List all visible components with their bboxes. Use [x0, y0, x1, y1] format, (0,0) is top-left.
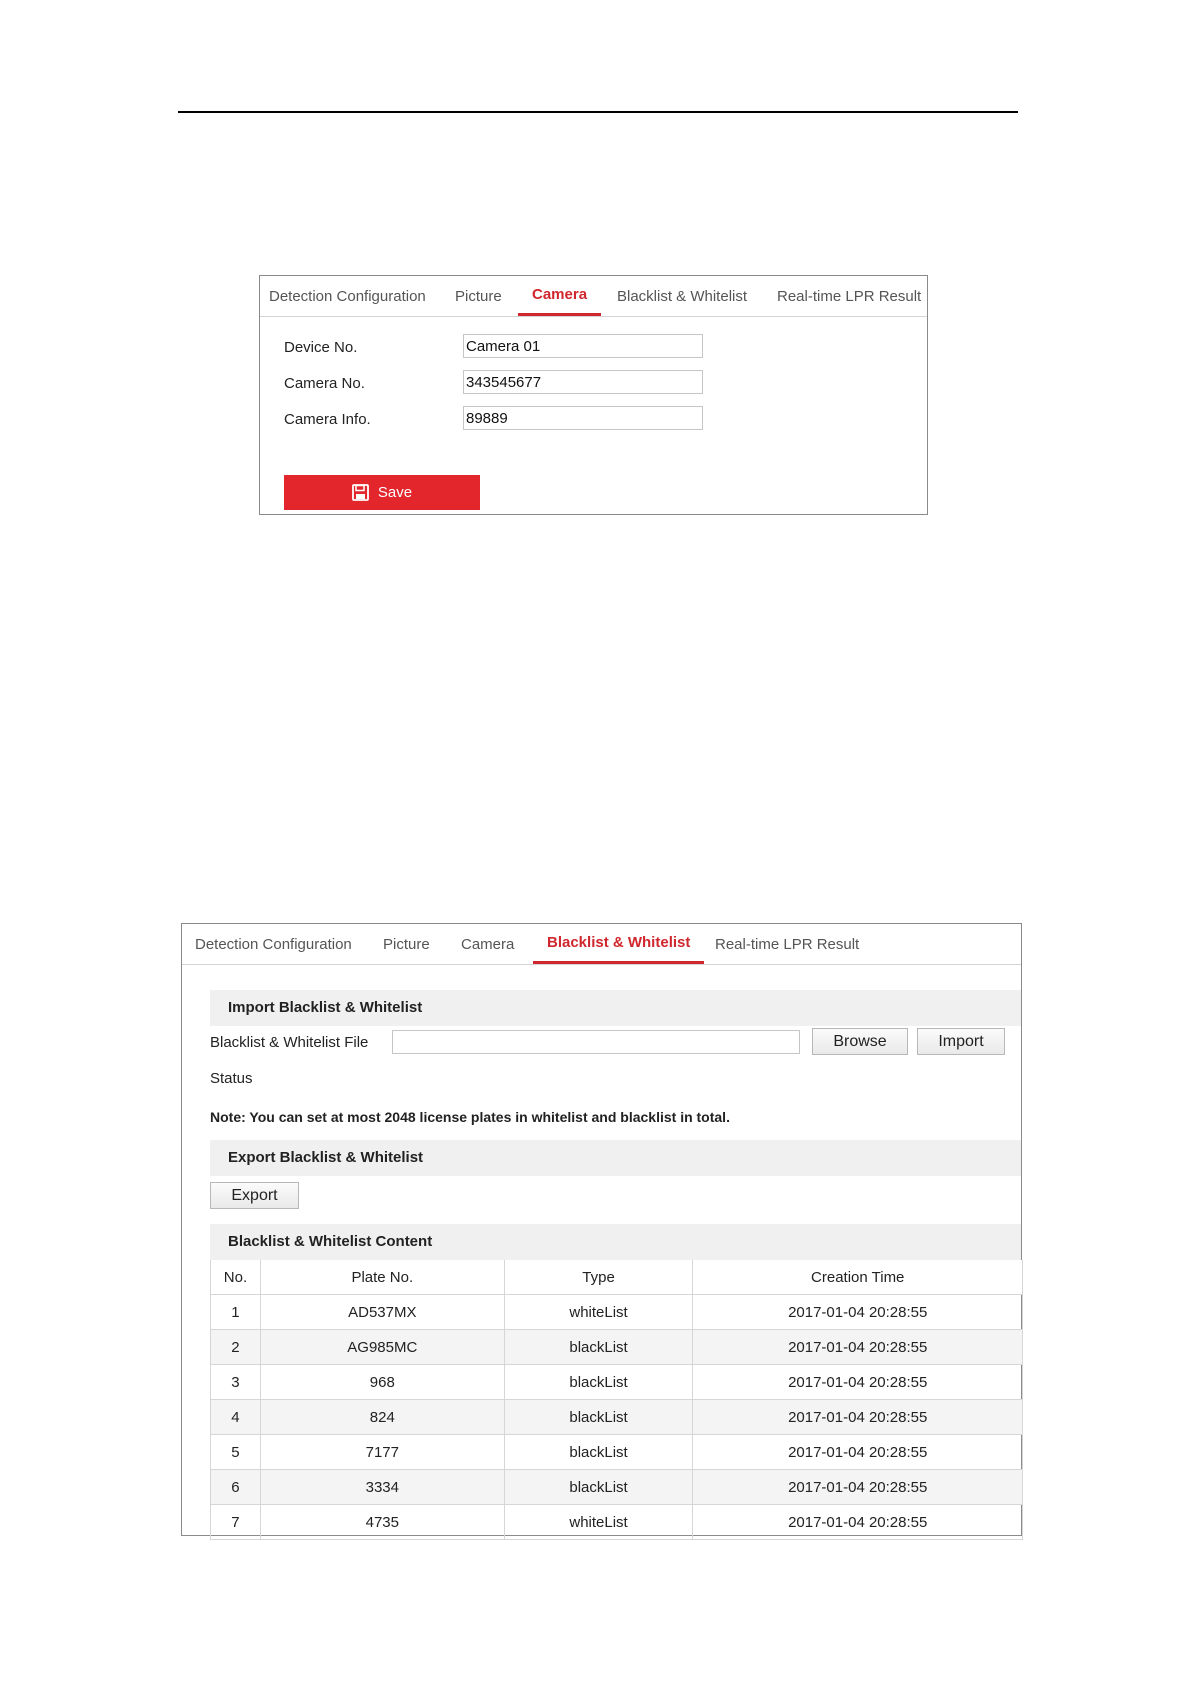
tab-bar [182, 924, 1021, 965]
camera-settings-panel [259, 275, 928, 515]
header-rule [178, 111, 1018, 113]
browse-button[interactable]: Browse [812, 1028, 908, 1055]
note-text: Note: You can set at most 2048 license plates in whitelist and blacklist in total. [210, 1109, 730, 1125]
cell-type: whiteList [504, 1505, 693, 1540]
tab-picture[interactable]: Picture [455, 288, 502, 305]
cell-plate-no: AD537MX [260, 1295, 504, 1330]
column-header-type[interactable]: Type [504, 1260, 693, 1295]
tab-detection-configuration[interactable]: Detection Configuration [269, 288, 426, 305]
tab-bar [260, 276, 927, 317]
cell-no: 5 [211, 1435, 261, 1470]
cell-plate-no: 4735 [260, 1505, 504, 1540]
tab-camera[interactable]: Camera [461, 936, 515, 953]
table-row[interactable] [211, 1470, 1023, 1505]
cell-no: 1 [211, 1295, 261, 1330]
tab-detection-configuration[interactable]: Detection Configuration [195, 936, 352, 953]
cell-creation-time: 2017-01-04 20:28:55 [693, 1435, 1023, 1470]
table-row[interactable] [211, 1505, 1023, 1540]
table-row[interactable] [211, 1365, 1023, 1400]
tab-camera[interactable]: Camera [532, 276, 587, 316]
cell-creation-time: 2017-01-04 20:28:55 [693, 1365, 1023, 1400]
save-button[interactable] [284, 475, 480, 510]
cell-type: blackList [504, 1435, 693, 1470]
camera-info-input[interactable] [463, 406, 703, 430]
cell-creation-time: 2017-01-04 20:28:55 [693, 1505, 1023, 1540]
cell-plate-no: AG985MC [260, 1330, 504, 1365]
tab-blacklist-whitelist[interactable]: Blacklist & Whitelist [617, 288, 748, 305]
cell-no: 4 [211, 1400, 261, 1435]
tab-realtime-lpr-result[interactable]: Real-time LPR Result [777, 288, 922, 305]
table-row[interactable] [211, 1295, 1023, 1330]
cell-plate-no: 824 [260, 1400, 504, 1435]
cell-plate-no: 7177 [260, 1435, 504, 1470]
cell-plate-no: 3334 [260, 1470, 504, 1505]
camera-no-label: Camera No. [284, 375, 365, 392]
cell-type: blackList [504, 1470, 693, 1505]
cell-creation-time: 2017-01-04 20:28:55 [693, 1295, 1023, 1330]
cell-type: blackList [504, 1400, 693, 1435]
camera-no-input[interactable] [463, 370, 703, 394]
table-row[interactable] [211, 1435, 1023, 1470]
blacklist-whitelist-panel [181, 923, 1022, 1536]
save-icon [352, 484, 369, 501]
status-label: Status [210, 1070, 253, 1087]
content-section-header: Blacklist & Whitelist Content [210, 1224, 1021, 1260]
device-no-label: Device No. [284, 339, 358, 356]
table-row[interactable] [211, 1330, 1023, 1365]
column-header-plate-no[interactable]: Plate No. [260, 1260, 504, 1295]
cell-plate-no: 968 [260, 1365, 504, 1400]
tab-blacklist-whitelist[interactable]: Blacklist & Whitelist [547, 924, 690, 964]
cell-creation-time: 2017-01-04 20:28:55 [693, 1400, 1023, 1435]
column-header-creation-time[interactable]: Creation Time [693, 1260, 1023, 1295]
save-button-label: Save [377, 484, 413, 501]
column-header-no[interactable]: No. [211, 1260, 261, 1295]
file-path-input[interactable] [392, 1030, 800, 1054]
cell-type: whiteList [504, 1295, 693, 1330]
tab-picture[interactable]: Picture [383, 936, 430, 953]
import-button[interactable]: Import [917, 1028, 1005, 1055]
file-label: Blacklist & Whitelist File [210, 1034, 369, 1051]
camera-info-label: Camera Info. [284, 411, 371, 428]
blacklist-whitelist-table [210, 1260, 1023, 1540]
cell-no: 2 [211, 1330, 261, 1365]
cell-no: 3 [211, 1365, 261, 1400]
device-no-input[interactable] [463, 334, 703, 358]
cell-creation-time: 2017-01-04 20:28:55 [693, 1330, 1023, 1365]
cell-type: blackList [504, 1365, 693, 1400]
cell-no: 7 [211, 1505, 261, 1540]
cell-type: blackList [504, 1330, 693, 1365]
cell-creation-time: 2017-01-04 20:28:55 [693, 1470, 1023, 1505]
cell-no: 6 [211, 1470, 261, 1505]
export-section-header: Export Blacklist & Whitelist [210, 1140, 1021, 1176]
export-button[interactable]: Export [210, 1182, 299, 1209]
import-section-header: Import Blacklist & Whitelist [210, 990, 1021, 1026]
table-header-row [211, 1260, 1023, 1295]
table-row[interactable] [211, 1400, 1023, 1435]
tab-realtime-lpr-result[interactable]: Real-time LPR Result [715, 936, 860, 953]
